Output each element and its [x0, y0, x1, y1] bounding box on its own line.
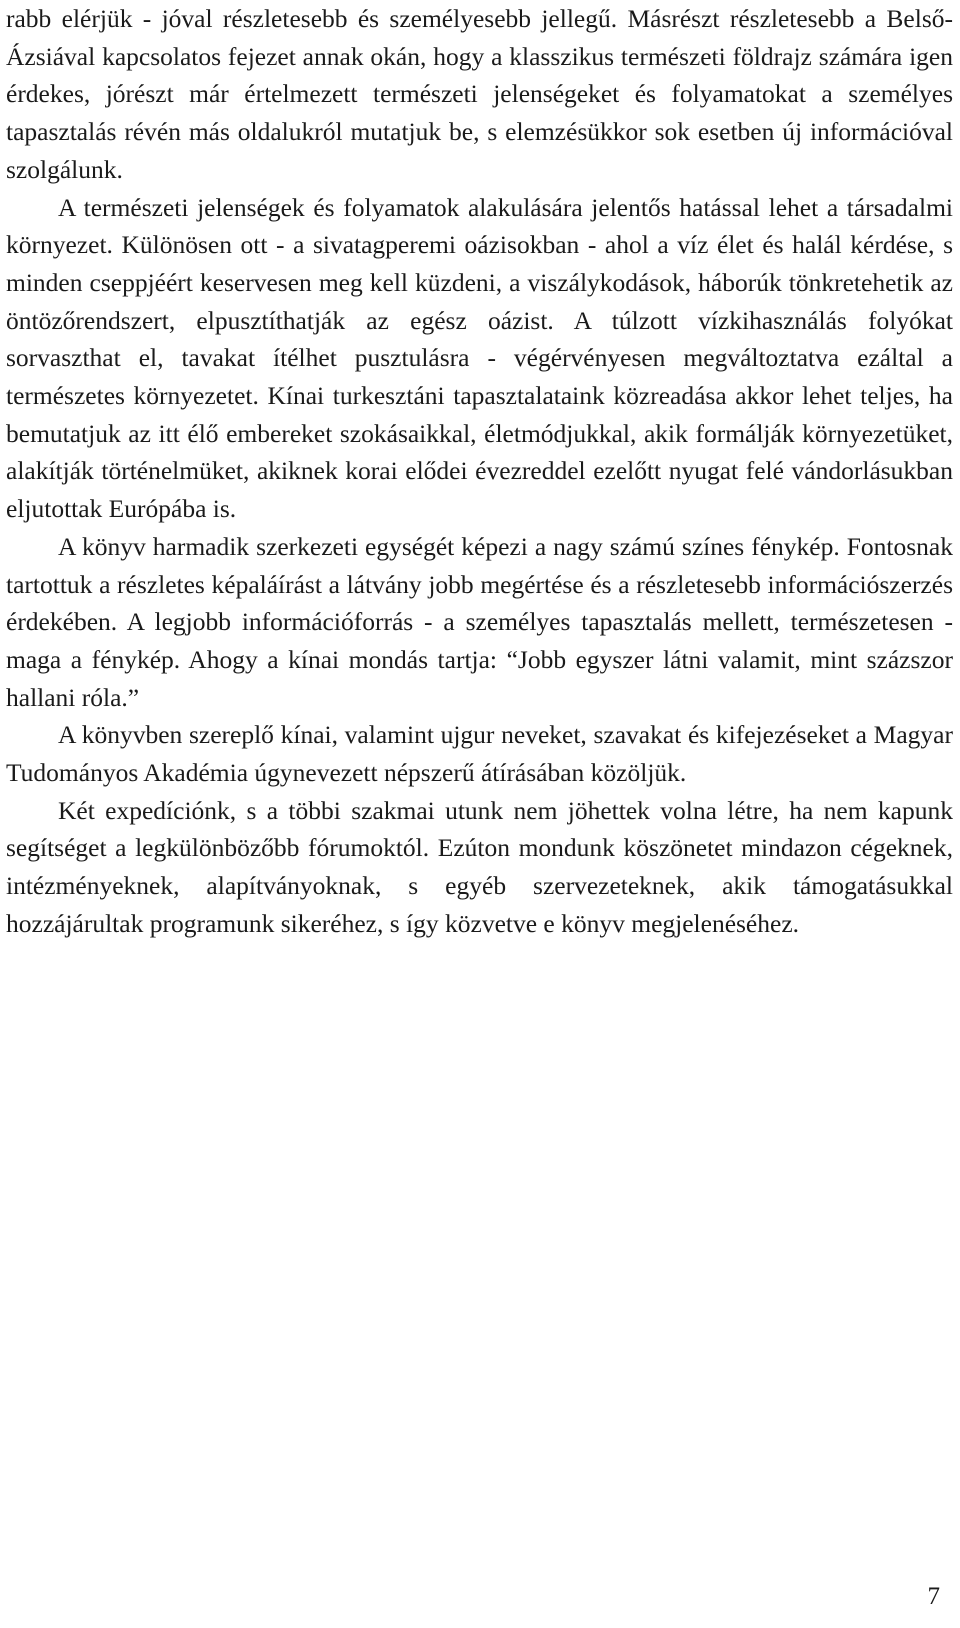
paragraph: Két expedíciónk, s a többi szakmai utunk nem jöhettek volna létre, ha nem kapunk segítséget a legkülönbözőbb fórumoktól. Ezúton mondunk köszönetet mindazon cégeknek, intézményeknek, alapítványoknak, s egyéb szervezeteknek, akik támogatásukkal hozzájárultak programunk sikeréhez, s így közvetve e könyv megjelenéséhez.: [6, 795, 953, 938]
page-number: 7: [927, 1583, 940, 1610]
paragraph: A könyv harmadik szerkezeti egységét képezi a nagy számú színes fénykép. Fontosnak tartottuk a részletes képaláírást a látvány jobb megértése és a részletesebb információszerzés érdekében. A legjobb információforrás - a személyes tapasztalás mellett, természetesen - maga a fénykép. Ahogy a kínai mondás tartja: “Jobb egyszer látni valamit, mint százszor hallani róla.”: [6, 531, 953, 712]
paragraph: A könyvben szereplő kínai, valamint ujgur neveket, szavakat és kifejezéseket a Magyar Tudományos Akadémia úgynevezett népszerű átírásában közöljük.: [6, 720, 953, 788]
paragraph: A természeti jelenségek és folyamatok alakulására jelentős hatással lehet a társadalmi környezet. Különösen ott - a sivatagperemi oázisokban - ahol a víz élet és halál kérdése, s minden cseppjéért keservesen meg kell küzdeni, a viszálykodások, háborúk tönkretehetik az öntözőrendszert, elpusztíthatják az egész oázist. A túlzott vízkihasználás folyókat sorvaszthat el, tavakat ítélhet pusztulásra - végérvényesen megváltoztatva ezáltal a természetes környezetet. Kínai turkesztáni tapasztalataink közreadása akkor lehet teljes, ha bemutatjuk az itt élő embereket szokásaikkal, életmódjukkal, akik formálják környezetüket, alakítják történelmüket, akiknek korai elődei évezreddel ezelőtt nyugat felé vándorlásukban eljutottak Európába is.: [6, 192, 953, 524]
document-page: [6, 0, 953, 943]
paragraph: rabb elérjük - jóval részletesebb és személyesebb jellegű. Másrészt részletesebb a Belső-Ázsiával kapcsolatos fejezet annak okán, hogy a klasszikus természeti földrajz számára igen érdekes, jórészt már értelmezett természeti jelenségeket és folyamatokat a személyes tapasztalás révén más oldalukról mutatjuk be, s elemzésükkor sok esetben új információval szolgálunk.: [6, 4, 953, 184]
